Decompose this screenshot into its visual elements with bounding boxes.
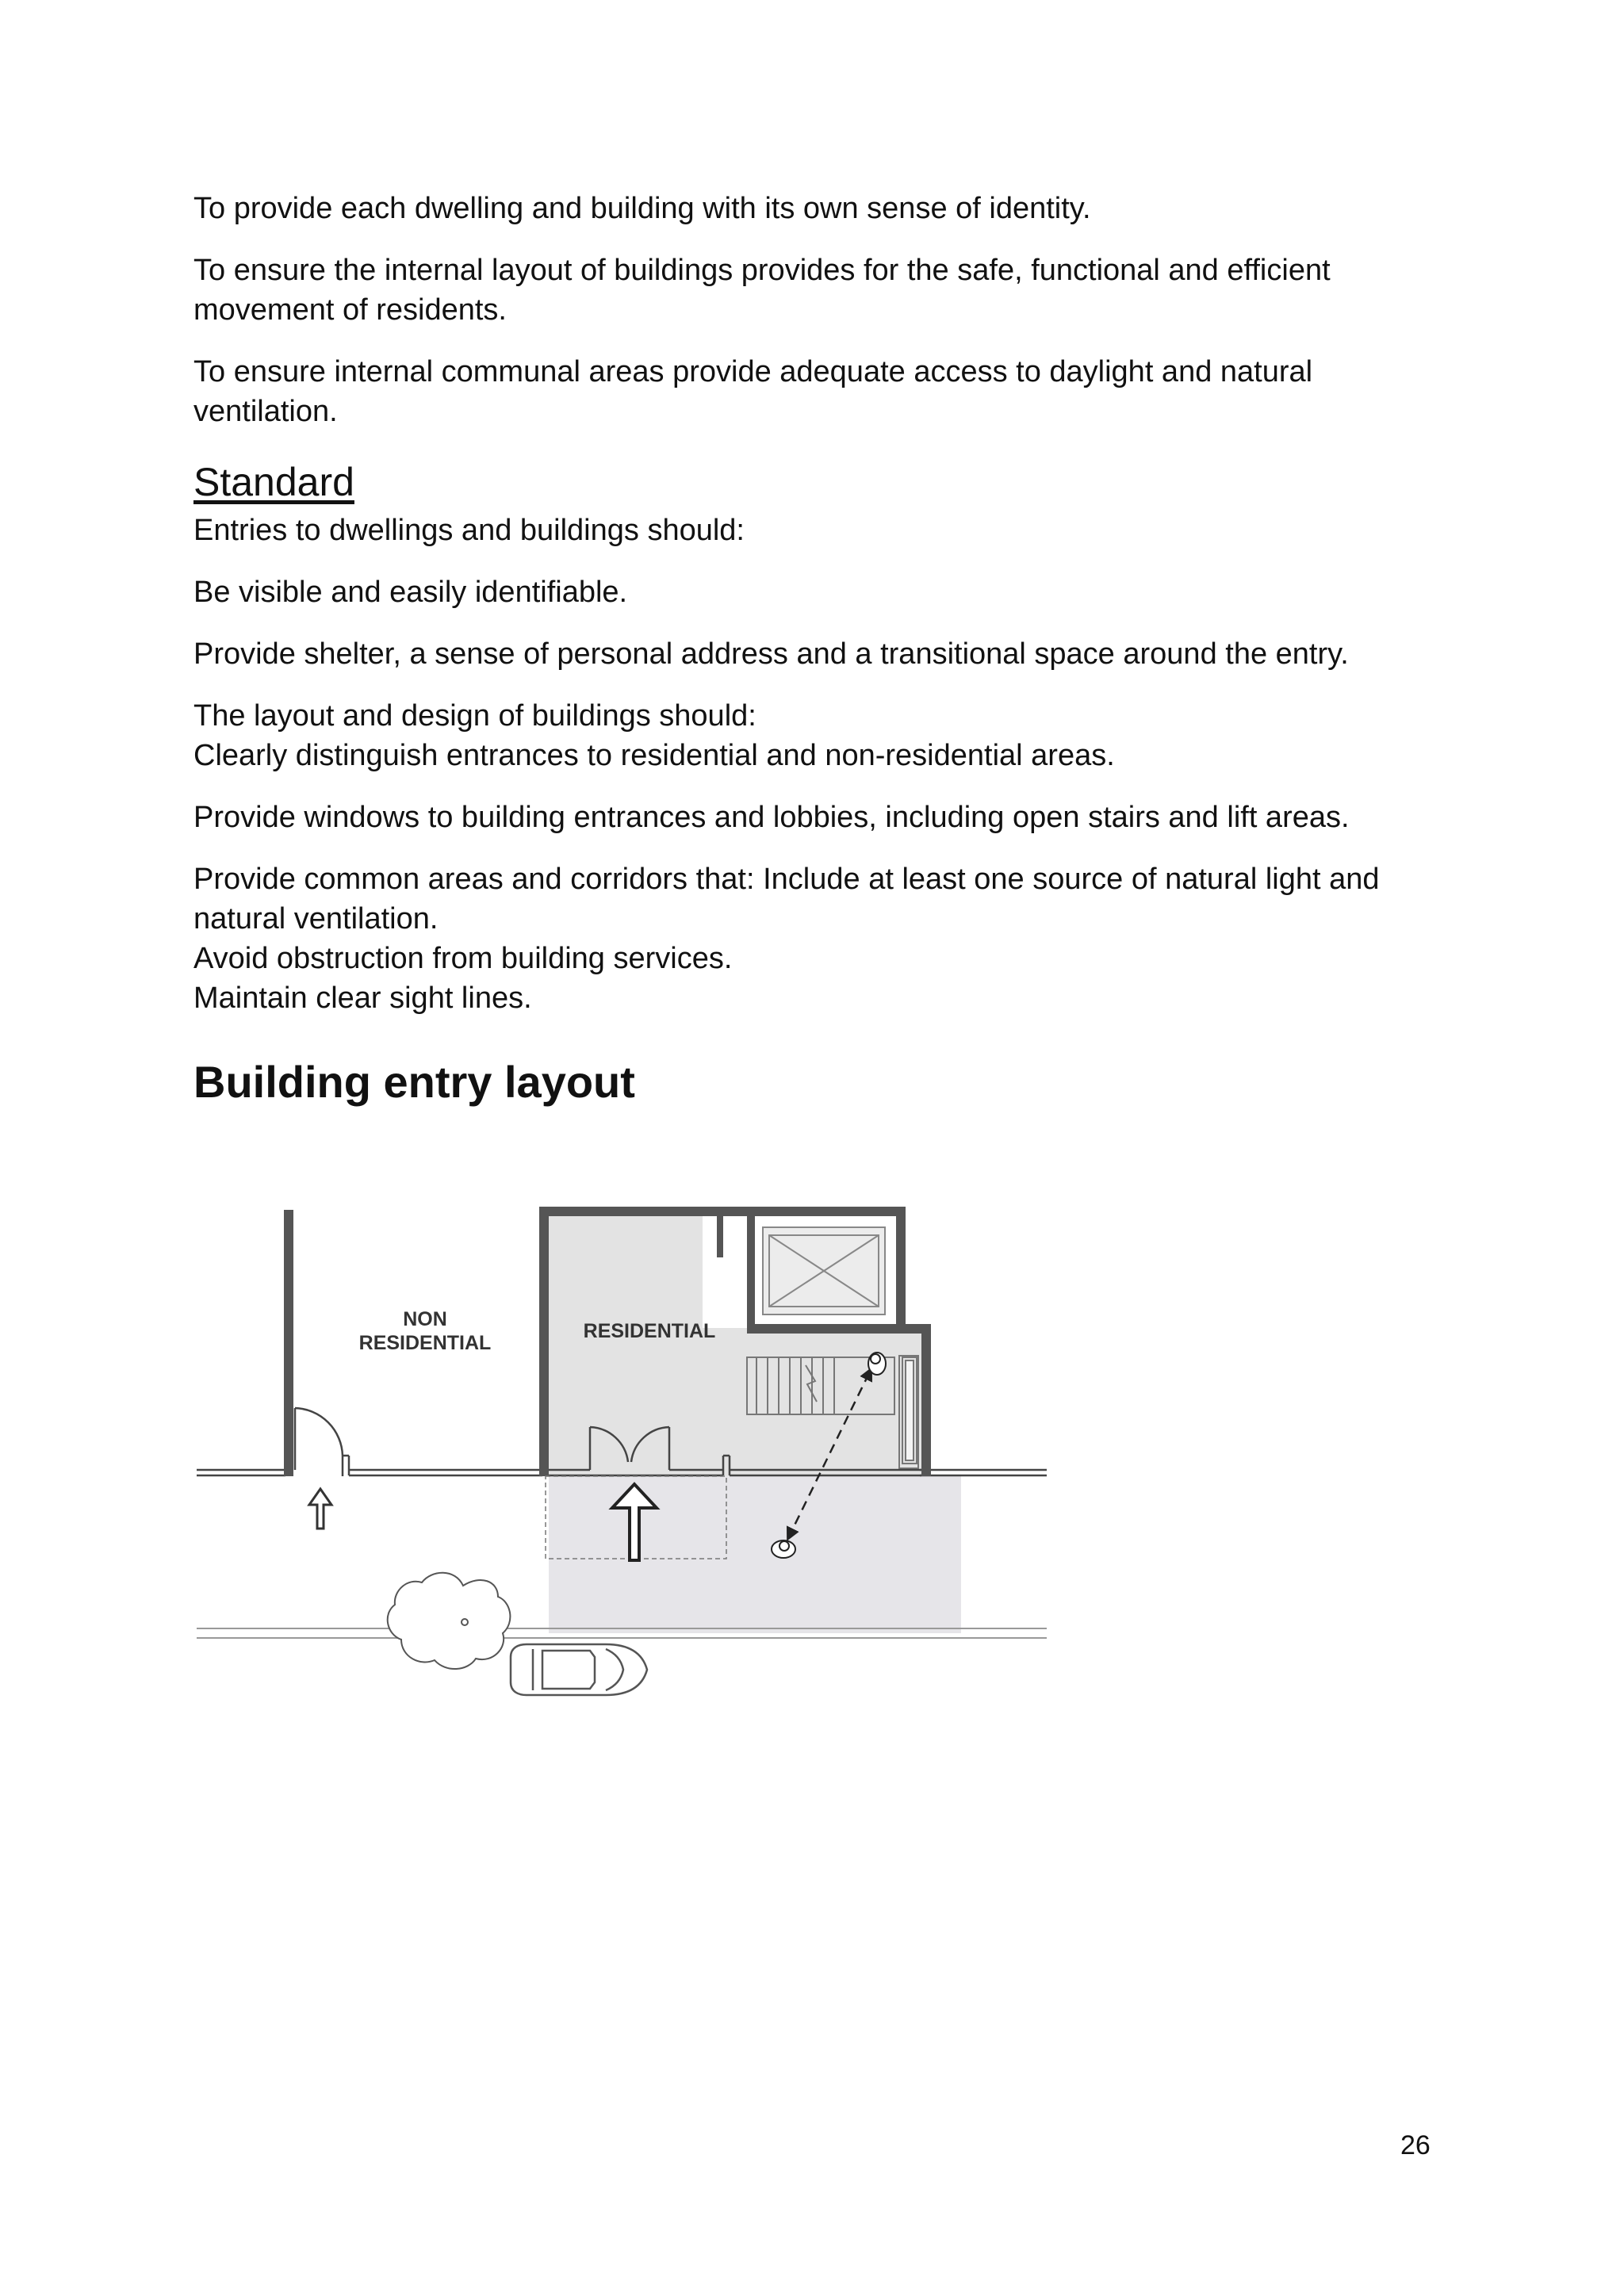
layout-item-obstruction: Avoid obstruction from building services. bbox=[193, 942, 733, 975]
layout-item-distinguish: Clearly distinguish entrances to residential and non-residential areas. bbox=[193, 739, 1115, 772]
layout-item-common-areas: Provide common areas and corridors that: Include at least one source of natural light and natural ventilation. bbox=[193, 863, 1380, 936]
non-residential-entry-arrow bbox=[309, 1489, 331, 1529]
page-number: 26 bbox=[1400, 2130, 1431, 2160]
street-tree bbox=[388, 1573, 511, 1669]
label-non-residential-line2: RESIDENTIAL bbox=[358, 1332, 492, 1354]
objective-communal-areas: To ensure internal communal areas provide adequate access to daylight and natural ventilation. bbox=[193, 355, 1313, 428]
layout-item-windows: Provide windows to building entrances and lobbies, including open stairs and lift areas. bbox=[193, 801, 1350, 834]
standard-heading: Standard bbox=[193, 460, 354, 504]
non-residential-wall bbox=[284, 1210, 293, 1476]
person-street bbox=[772, 1540, 795, 1558]
standard-intro: Entries to dwellings and buildings should: bbox=[193, 514, 745, 547]
objective-internal-layout: To ensure the internal layout of buildings provides for the safe, functional and efficient movement of residents. bbox=[193, 254, 1331, 327]
label-residential: RESIDENTIAL bbox=[583, 1320, 716, 1342]
layout-item-sight-lines: Maintain clear sight lines. bbox=[193, 982, 532, 1015]
person-lobby bbox=[868, 1353, 886, 1375]
parked-car bbox=[511, 1644, 647, 1695]
building-entry-diagram bbox=[193, 1197, 1050, 1720]
page-content bbox=[193, 189, 1431, 1110]
objective-identity: To provide each dwelling and building with its own sense of identity. bbox=[193, 192, 1091, 225]
standard-item-visible: Be visible and easily identifiable. bbox=[193, 576, 628, 609]
layout-intro: The layout and design of buildings should: bbox=[193, 699, 756, 733]
label-non-residential-line1: NON bbox=[403, 1308, 447, 1330]
lift-shaft bbox=[763, 1227, 885, 1314]
residential-forecourt-shade bbox=[549, 1475, 961, 1633]
section-heading: Building entry layout bbox=[193, 1057, 635, 1107]
non-residential-door bbox=[295, 1408, 349, 1476]
standard-item-shelter: Provide shelter, a sense of personal address and a transitional space around the entry. bbox=[193, 637, 1349, 671]
residential-floor bbox=[547, 1216, 703, 1476]
